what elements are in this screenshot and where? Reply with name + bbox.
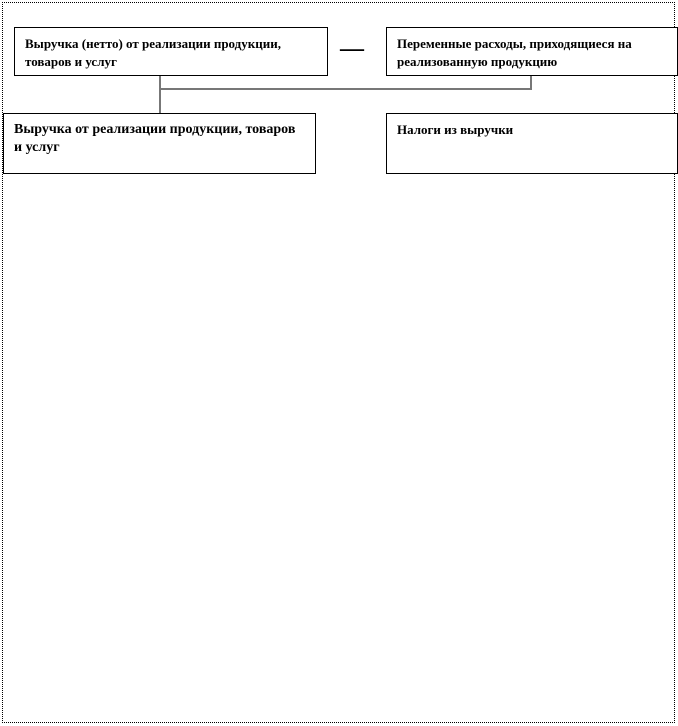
variable-costs-label: Переменные расходы, приходящиеся на реализованную продукцию: [397, 36, 632, 69]
gross-revenue-box: [3, 113, 316, 174]
taxes-box: [386, 113, 678, 174]
diagram-frame: [2, 2, 675, 723]
connector-left-vertical: [159, 75, 161, 113]
taxes-label: Налоги из выручки: [397, 122, 514, 137]
minus-operator: —: [340, 36, 364, 62]
net-revenue-box: [14, 27, 328, 76]
net-revenue-label: Выручка (нетто) от реализации продукции, товаров и услуг: [25, 36, 281, 69]
connector-right-vertical: [530, 75, 532, 90]
gross-revenue-label: Выручка от реализации продукции, товаров и услуг: [14, 122, 296, 155]
connector-horizontal: [159, 88, 532, 90]
variable-costs-box: [386, 27, 678, 76]
